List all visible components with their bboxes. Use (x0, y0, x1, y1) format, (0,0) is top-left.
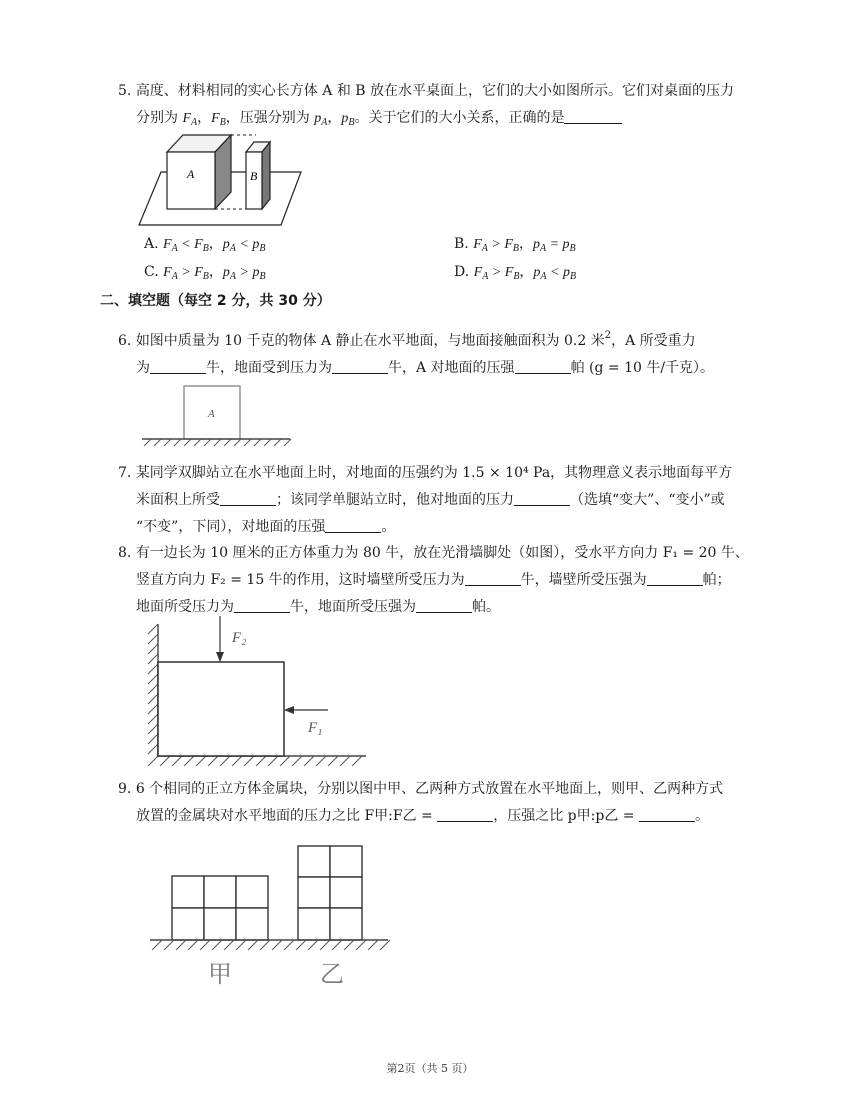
question-9 (118, 776, 778, 830)
question-7 (118, 460, 778, 541)
q7-blank-1[interactable] (220, 491, 276, 506)
q5-option-d[interactable]: D. $F_A > F_B$，$p_A < p_B$ (454, 264, 577, 282)
q5-line-1: 5. 高度、材料相同的实心长方体 A 和 B 放在水平桌面上，它们的大小如图所示。它们对桌面的压力 (118, 83, 735, 99)
q5-option-b[interactable]: B. $F_A > F_B$，$p_A = p_B$ (454, 236, 576, 254)
q5-option-c[interactable]: C. $F_A > F_B$，$p_A > p_B$ (144, 264, 266, 282)
q8-blank-4[interactable] (416, 598, 472, 613)
q9-line-1: 9. 6 个相同的正立方体金属块，分别以图中甲、乙两种方式放置在水平地面上，则甲、乙两种方式 (118, 781, 724, 797)
q5-fig-label-a: A (187, 167, 195, 181)
q5-answer-blank[interactable] (564, 109, 622, 124)
q8-line-1: 8. 有一边长为 10 厘米的正方体重力为 80 牛，放在光滑墙脚处（如图），受水平方向力 F₁ = 20 牛、 (118, 545, 749, 561)
question-6 (118, 322, 778, 382)
section-title-fill-in: 二、填空题（每空 2 分，共 30 分） (100, 293, 331, 309)
question-8 (118, 540, 778, 621)
q6-blank-3[interactable] (515, 359, 571, 374)
q8-blank-3[interactable] (234, 598, 290, 613)
q8-line-3: 地面所受压力为 牛，地面所受压强为 帕。 (136, 599, 500, 615)
q5-option-a[interactable]: A. $F_A < F_B$，$p_A < p_B$ (144, 236, 266, 254)
q6-blank-2[interactable] (332, 359, 388, 374)
q6-line-2: 为 牛，地面受到压力为 牛，A 对地面的压强 帕 (g = 10 牛/千克）。 (136, 360, 715, 376)
q8-fig-label-f2: F₂ (232, 630, 247, 646)
question-5 (118, 78, 778, 136)
q9-line-2: 放置的金属块对水平地面的压力之比 F甲:F乙 = ，压强之比 p甲:p乙 = 。 (136, 808, 709, 824)
q8-figure (140, 612, 370, 768)
q5-line-2: 分别为 $F_A$，$F_B$，压强分别为 $p_A$，$p_B$。关于它们的大小关系，正确的是 (118, 110, 622, 126)
q7-line-1: 7. 某同学双脚站立在水平地面上时，对地面的压强约为 1.5 × 10⁴ Pa，其物理意义表示地面每平方 (118, 465, 733, 481)
q8-fig-label-f1: F₁ (308, 720, 323, 736)
q8-line-2: 竖直方向力 F₂ = 15 牛的作用，这时墙壁所受压力为 牛，墙壁所受压强为 帕； (136, 572, 731, 588)
q6-blank-1[interactable] (150, 359, 206, 374)
q9-fig-label-jia: 甲 (208, 962, 232, 988)
q7-line-3: “不变”，下同），对地面的压强 。 (136, 519, 396, 535)
q9-figure (150, 840, 390, 990)
q8-blank-1[interactable] (465, 571, 521, 586)
q7-blank-2[interactable] (514, 491, 570, 506)
q9-blank-2[interactable] (639, 807, 695, 822)
q6-fig-label-a: A (208, 408, 215, 420)
q8-blank-2[interactable] (647, 571, 703, 586)
q6-line-1: 6. 如图中质量为 10 千克的物体 A 静止在水平地面，与地面接触面积为 0.2 米$^2$，A 所受重力 (118, 330, 696, 349)
q7-line-2: 米面积上所受 ；该同学单腿站立时，他对地面的压力 （选填“变大”、“变小”或 (136, 492, 725, 508)
q5-figure (136, 130, 306, 230)
page-footer: 第2页（共 5 页） (386, 1062, 474, 1075)
q6-figure (142, 384, 292, 446)
q5-fig-label-b: B (250, 169, 258, 183)
q7-blank-3[interactable] (325, 518, 381, 533)
q9-blank-1[interactable] (437, 807, 493, 822)
q9-fig-label-yi: 乙 (320, 962, 344, 988)
